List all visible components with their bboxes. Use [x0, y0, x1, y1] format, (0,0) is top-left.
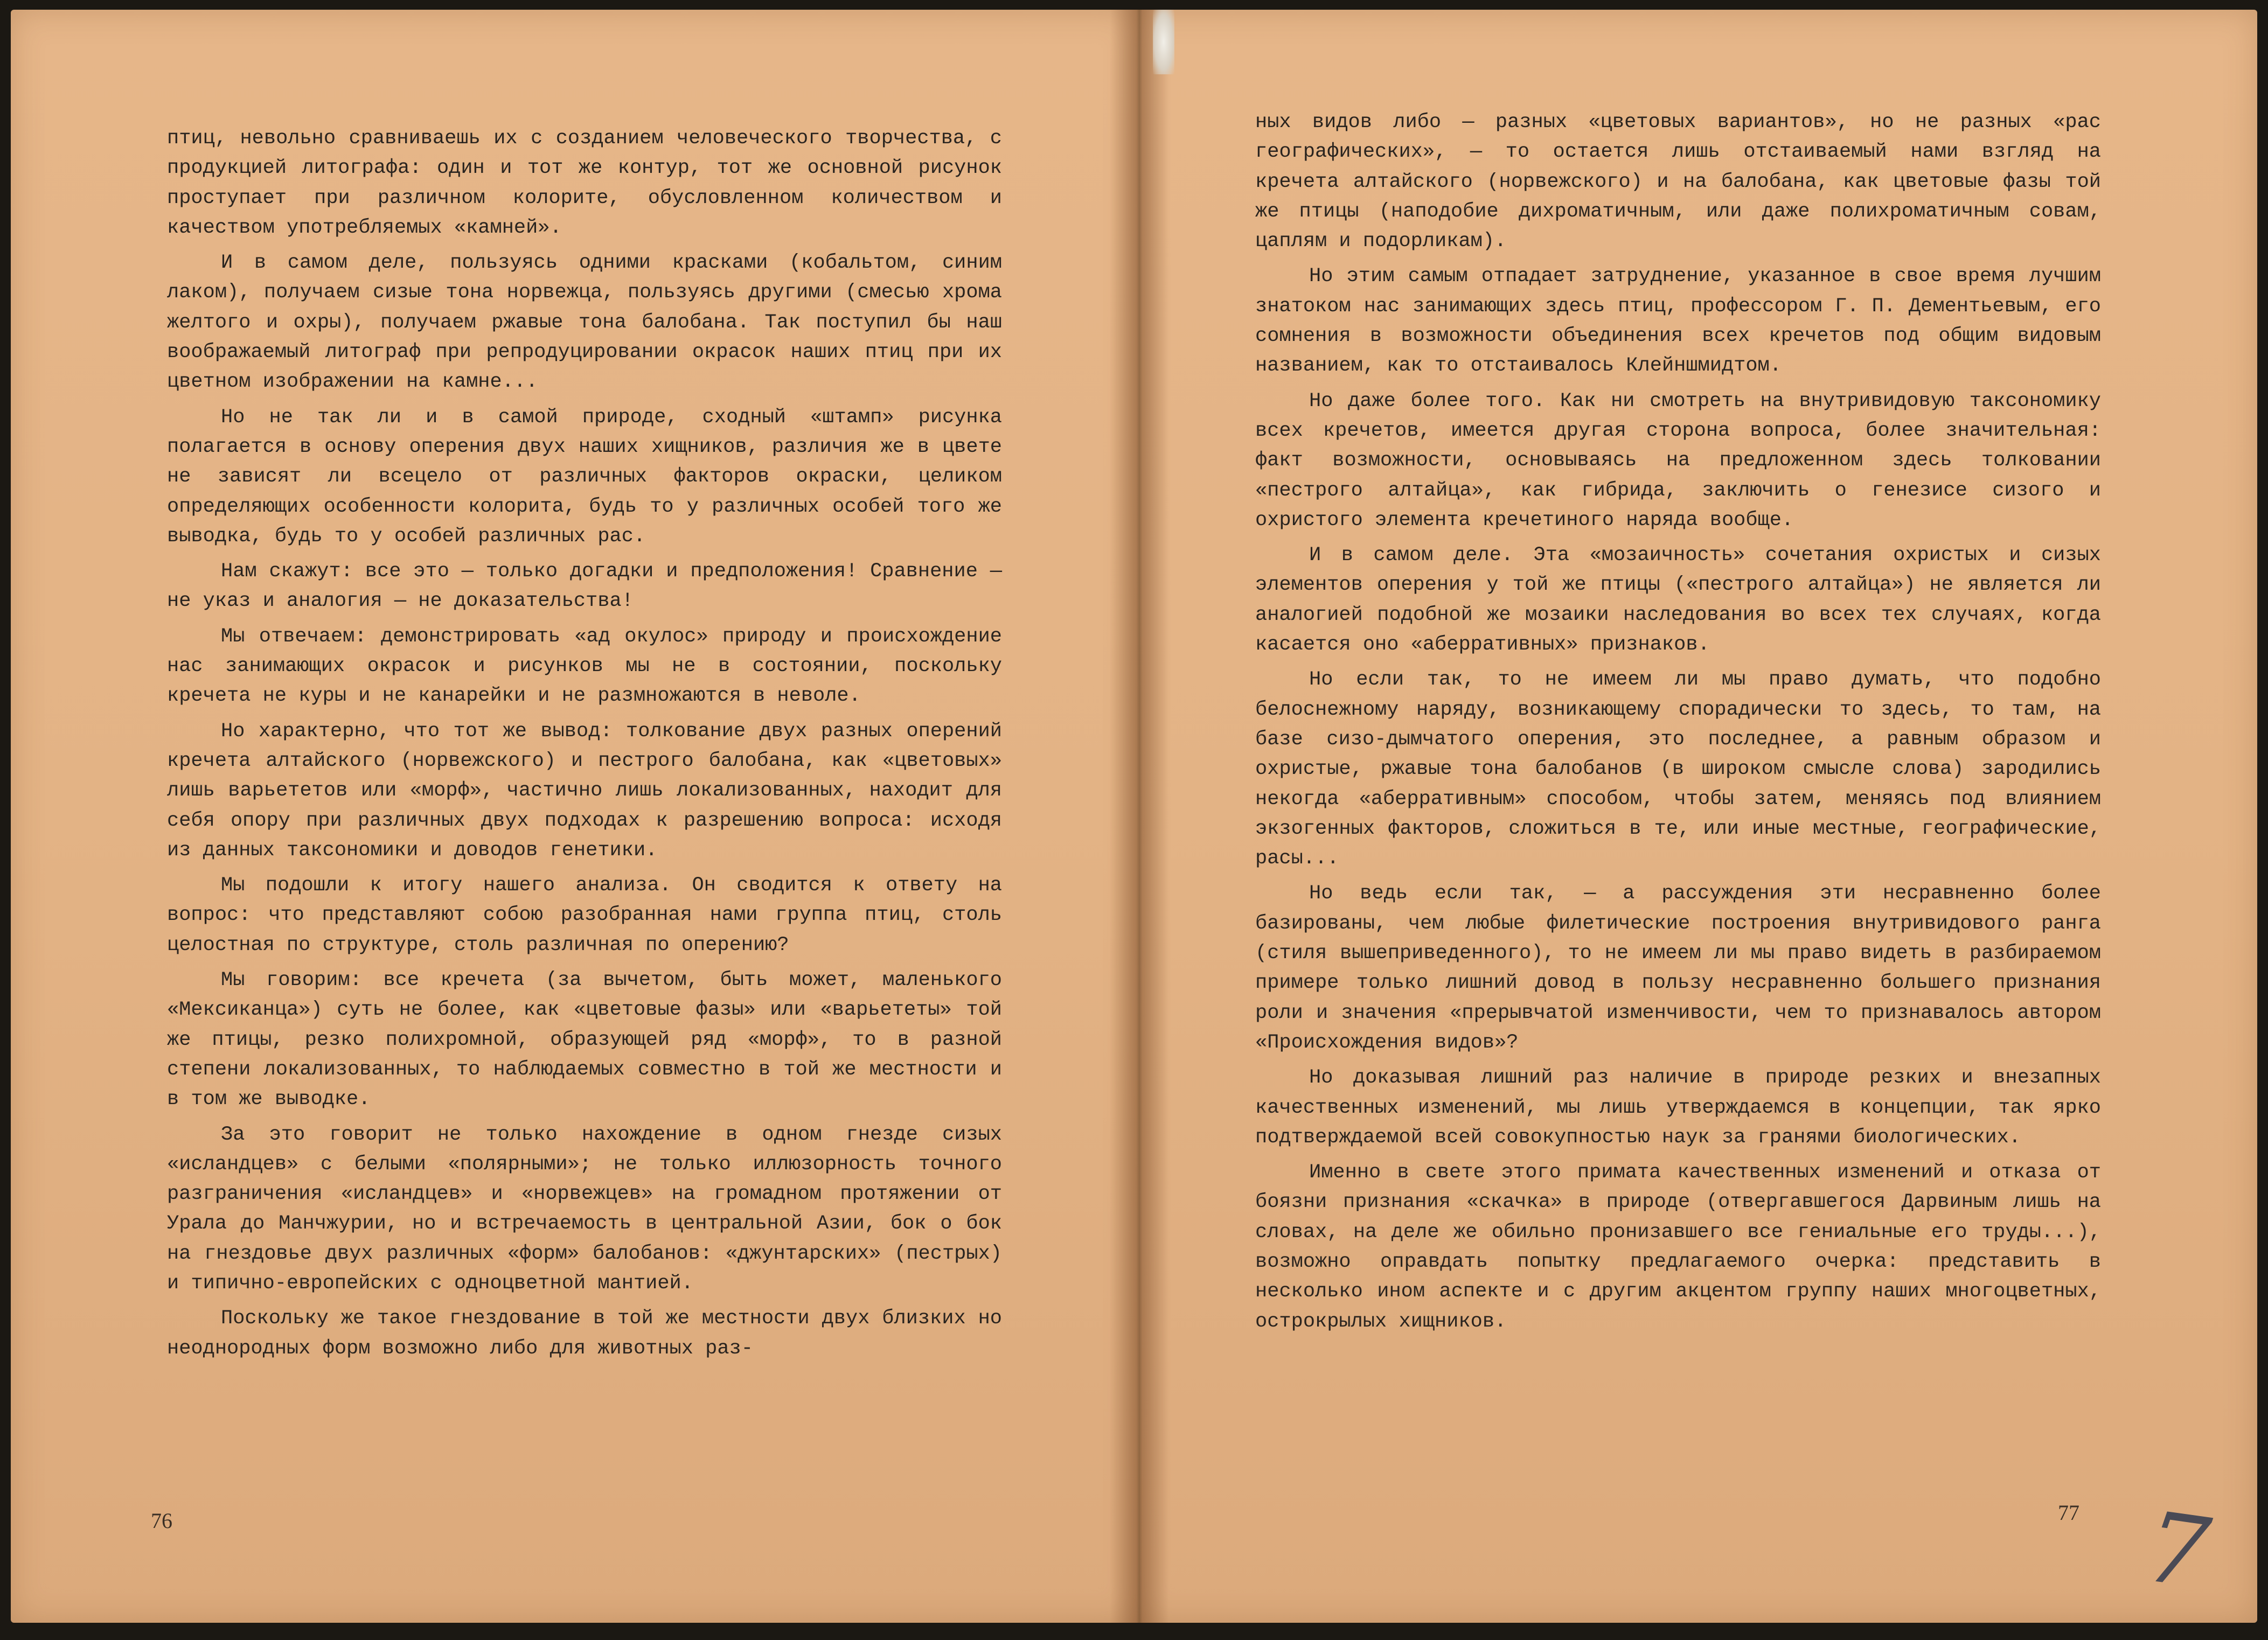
- paragraph: Но доказывая лишний раз наличие в природе резких и внезапных качественных изменений, мы лишь утверждаемся в концепции, так ярко подтверждаемой всей совокупностью наук за гранями биологических.: [1255, 1066, 2101, 1149]
- paragraph: За это говорит не только нахождение в одном гнезде сизых «исландцев» с белыми «полярными»; не только иллюзорность точного разграничения «исландцев» и «норвежцев» на громадном протяжении от Урала до Манчжурии, но и встречаемость в центральной Азии, бок о бок на гнездовье двух различных «форм» балобанов: «джунтарских» (пестрых) и типично-европейских с одноцветной мантией.: [167, 1123, 1002, 1295]
- paragraph: птиц, невольно сравниваешь их с созданием человеческого творчества, с продукцией литографа: один и тот же контур, тот же основной рисунок проступает при различном колорите, обусловленном количеством и качеством употребляемых «камней».: [167, 127, 1002, 239]
- paragraph: Но даже более того. Как ни смотреть на внутривидовую таксономику всех кречетов, имеется другая сторона вопроса, более значительная: факт возможности, основываясь на предложенном здесь толковании «пестрого алтайца», как гибрида, заключить о генезисе сизого и охристого элемента кречетиного наряда вообще.: [1255, 389, 2101, 532]
- paragraph: И в самом деле. Эта «мозаичность» сочетания охристых и сизых элементов оперения у той же птицы («пестрого алтайца») не является ли аналогией подобной же мозаики наследования во всех тех случаях, когда касается оно «аберративных» признаков.: [1255, 544, 2101, 657]
- handwritten-page-mark: 7: [2139, 1491, 2216, 1611]
- paragraph: Мы говорим: все кречета (за вычетом, быть может, маленького «Мексиканца») суть не более, как «цветовые фазы» или «варьететы» той же птицы, резко полихромной, образующей ряд «морф», то в разной степени локализованных, то наблюдаемых совместно в той же местности и в том же выводке.: [167, 969, 1002, 1111]
- page-number-left: 76: [151, 1509, 172, 1533]
- left-page-text: [167, 124, 1002, 1369]
- paragraph: Но этим самым отпадает затруднение, указанное в свое время лучшим знатоком нас занимающих здесь птиц, профессором Г. П. Дементьевым, его сомнения в возможности объединения всех кречетов под общим видовым названием, как то отстаивалось Клейншмидтом.: [1255, 265, 2101, 378]
- paragraph: Но не так ли и в самой природе, сходный «штамп» рисунка полагается в основу оперения двух наших хищников, различия же в цвете не зависят ли всецело от различных факторов окраски, целиком определяющих особенности колорита, будь то у различных особей того же выводка, будь то у особей различных рас.: [167, 406, 1002, 548]
- paragraph: И в самом деле, пользуясь одними красками (кобальтом, синим лаком), получаем сизые тона норвежца, пользуясь другими (смесью хрома желтого и охры), получаем ржавые тона балобана. Так поступил бы наш воображаемый литограф при репродуцировании окрасок наших птиц при их цветном изображении на камне...: [167, 252, 1002, 394]
- paragraph: Мы подошли к итогу нашего анализа. Он сводится к ответу на вопрос: что представляют собою разобранная нами группа птиц, столь целостная по структуре, столь различная по оперению?: [167, 874, 1002, 957]
- paragraph: Нам скажут: все это — только догадки и предположения! Сравнение — не указ и аналогия — не доказательства!: [167, 560, 1002, 613]
- paragraph: ных видов либо — разных «цветовых вариантов», но не разных «рас географических», — то остается лишь отстаиваемый нами взгляд на кречета алтайского (норвежского) и на балобана, как цветовые фазы той же птицы (наподобие дихроматичным, или даже полихроматичным совам, цаплям и подорликам).: [1255, 111, 2101, 253]
- paragraph: Поскольку же такое гнездование в той же местности двух близких но неоднородных форм возможно либо для животных раз-: [167, 1307, 1002, 1360]
- book-gutter: [1110, 10, 1169, 1623]
- paragraph: Именно в свете этого примата качественных изменений и отказа от боязни признания «скачка» в природе (отвергавшегося Дарвиным лишь на словах, на деле же обильно пронизавшего все гениальные его труды...), возможно оправдать попытку предлагаемого очерка: представить в несколько ином аспекте и с другим акцентом группу наших многоцветных, острокрылых хищников.: [1255, 1161, 2101, 1333]
- paragraph: Мы отвечаем: демонстрировать «ад окулос» природу и происхождение нас занимающих окрасок и рисунков мы не в состоянии, поскольку кречета не куры и не канарейки и не размножаются в неволе.: [167, 625, 1002, 708]
- paragraph: Но характерно, что тот же вывод: толкование двух разных оперений кречета алтайского (норвежского) и пестрого балобана, как «цветовых» лишь варьететов или «морф», частично лишь локализованных, находит для себя опору при различных двух подходах к разрешению вопроса: исходя из данных таксономики и доводов генетики.: [167, 720, 1002, 862]
- page-number-right: 77: [2058, 1501, 2079, 1525]
- paragraph: Но если так, то не имеем ли мы право думать, что подобно белоснежному наряду, возникающему спорадически то здесь, то там, на базе сизо-дымчатого оперения, это последнее, а равным образом и охристые, ржавые тона балобанов (в широком смысле слова) зародились некогда «аберративным» способом, чтобы затем, меняясь под влиянием экзогенных факторов, сложиться в те, или иные местные, географические, расы...: [1255, 668, 2101, 870]
- right-page-text: [1255, 108, 2101, 1342]
- binding-thread: [1153, 10, 1174, 74]
- paragraph: Но ведь если так, — а рассуждения эти несравненно более базированы, чем любые филетические построения внутривидового ранга (стиля вышеприведенного), то не имеем ли мы право видеть в разбираемом примере только лишний довод в пользу несравненно большего признания роли и значения «прерывчатой изменчивости, чем то признавалось автором «Происхождения видов»?: [1255, 882, 2101, 1054]
